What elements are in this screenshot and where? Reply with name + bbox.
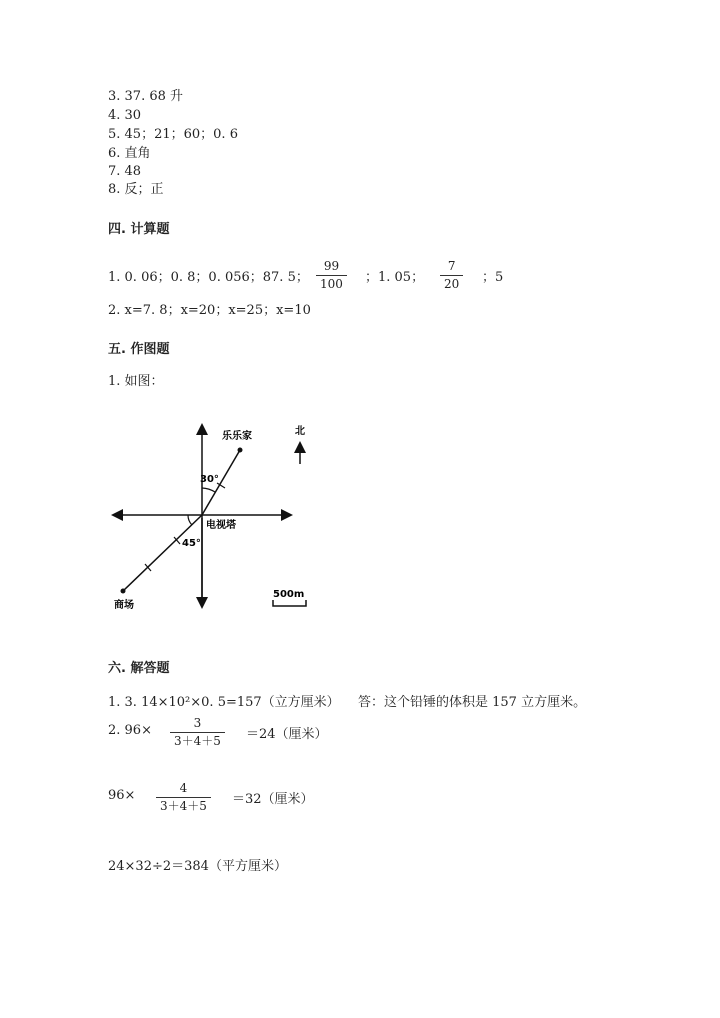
section-6-heading: 六. 解答题 [108, 661, 170, 676]
label-angle-30: 30° [200, 474, 219, 485]
fraction-bar [156, 797, 211, 798]
solve-q2-prefix: 2. 96× [108, 723, 152, 738]
label-tower: 电视塔 [206, 520, 236, 531]
drawing-q1: 1. 如图： [108, 374, 164, 389]
answer-8: 8. 反；正 [108, 182, 164, 197]
solve-q1-answer: 答：这个铅锤的体积是 157 立方厘米。 [358, 695, 587, 710]
fraction-denominator: 3＋4＋5 [160, 799, 207, 813]
solve-q1-calculation: 1. 3. 14×10²×0. 5=157（立方厘米） [108, 695, 340, 710]
fraction-denominator: 20 [444, 277, 460, 291]
label-scale: 500m [273, 589, 305, 600]
answer-3: 3. 37. 68 升 [108, 89, 184, 104]
answer-5: 5. 45；21；60；0. 6 [108, 127, 238, 142]
calc-q1-fraction-1 [316, 259, 347, 292]
fraction-bar [170, 732, 225, 733]
fraction-numerator: 4 [179, 781, 188, 795]
angle-arc-45 [188, 515, 192, 525]
fraction-bar [440, 275, 463, 276]
section-4-heading: 四. 计算题 [108, 222, 170, 237]
section-5-heading: 五. 作图题 [108, 342, 170, 357]
solve-q4: 24×32÷2＝384（平方厘米） [108, 859, 287, 874]
solve-q3-result: ＝32（厘米） [232, 792, 314, 807]
answer-4: 4. 30 [108, 108, 142, 123]
answer-6: 6. 直角 [108, 146, 151, 161]
fraction-numerator: 99 [323, 259, 340, 273]
calc-q1-prefix: 1. 0. 06；0. 8；0. 056；87. 5； [108, 270, 309, 285]
fraction-numerator: 3 [193, 716, 202, 730]
solve-q2-fraction [170, 716, 225, 749]
angle-arc-30 [202, 488, 215, 492]
label-home: 乐乐家 [222, 431, 252, 442]
solve-q3-fraction [156, 781, 211, 814]
mall-point [121, 589, 126, 594]
label-mall: 商场 [114, 600, 134, 611]
direction-diagram [108, 418, 338, 618]
fraction-denominator: 100 [320, 277, 343, 291]
fraction-denominator: 3＋4＋5 [174, 734, 221, 748]
solve-q2-result: ＝24（厘米） [246, 727, 328, 742]
calc-q1-suffix: ；5 [482, 270, 504, 285]
calc-q1-mid: ；1. 05； [365, 270, 425, 285]
label-north: 北 [295, 426, 305, 437]
calc-q2: 2. x=7. 8；x=20；x=25；x=10 [108, 303, 311, 318]
calc-q1-fraction-2 [440, 259, 463, 292]
fraction-bar [316, 275, 347, 276]
label-angle-45: 45° [182, 538, 201, 549]
solve-q3-prefix: 96× [108, 788, 136, 803]
fraction-numerator: 7 [447, 259, 456, 273]
line-to-mall [123, 515, 202, 591]
answer-7: 7. 48 [108, 164, 142, 179]
scale-bar [273, 600, 306, 606]
home-point [238, 448, 243, 453]
